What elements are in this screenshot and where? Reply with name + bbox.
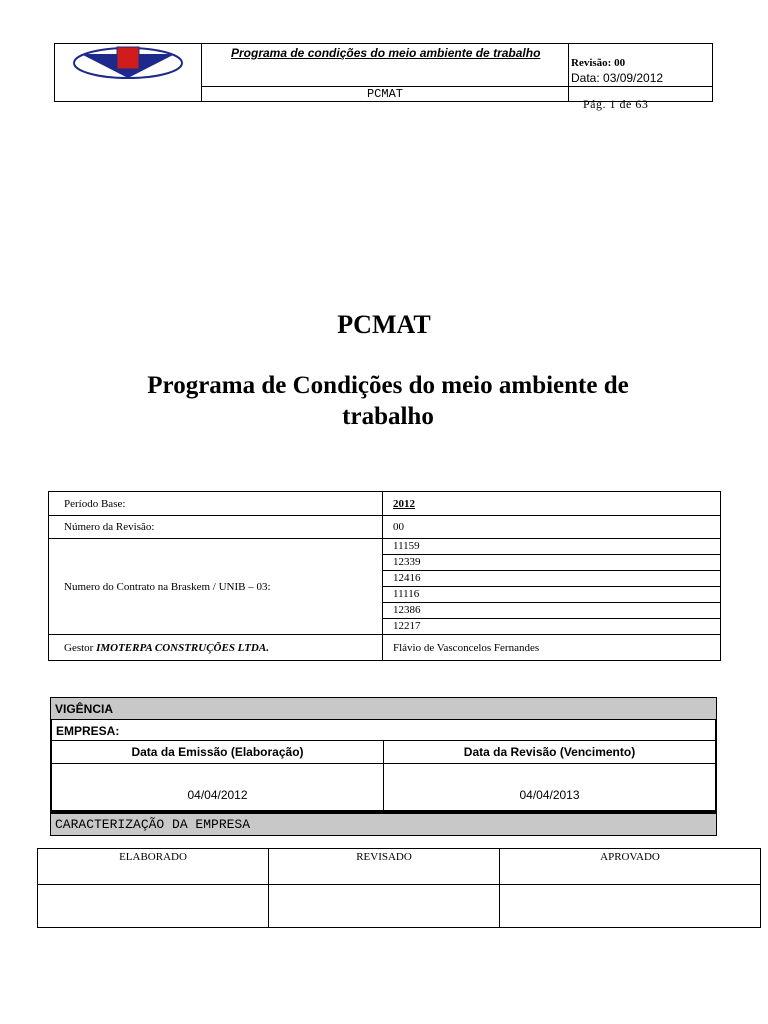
aprovado-signature — [500, 885, 761, 928]
revisado-signature — [269, 885, 500, 928]
contract-number: 11116 — [383, 587, 720, 603]
gestor-name: Flávio de Vasconcelos Fernandes — [383, 635, 721, 661]
table-row — [49, 516, 721, 539]
aprovado-label: APROVADO — [500, 849, 761, 885]
company-logo-cell — [55, 44, 202, 102]
contract-number: 12217 — [393, 620, 421, 632]
document-info-table — [48, 491, 721, 661]
contract-number: 11159 — [383, 539, 720, 555]
emissao-label: Data da Emissão (Elaboração) — [52, 741, 383, 764]
header-revision-cell — [569, 44, 713, 87]
revisao-value: 00 — [383, 516, 721, 539]
document-header — [54, 43, 713, 111]
header-code: PCMAT — [202, 87, 569, 102]
vigencia-section — [50, 697, 717, 836]
revisao-date-value: 04/04/2013 — [383, 764, 715, 810]
table-row — [49, 539, 721, 635]
gestor-label: Gestor — [64, 641, 94, 654]
dates-value-row — [52, 764, 715, 810]
revisao-label: Número da Revisão: — [49, 516, 383, 539]
table-row — [38, 849, 761, 885]
gestor-cell — [49, 635, 383, 661]
contract-number: 12339 — [383, 555, 720, 571]
header-document-title: Programa de condições do meio ambiente de trabalho — [231, 46, 541, 60]
vigencia-title: VIGÊNCIA — [50, 697, 717, 720]
table-row — [49, 635, 721, 661]
elaborado-label: ELABORADO — [38, 849, 269, 885]
caracterizacao-title: CARACTERIZAÇÃO DA EMPRESA — [50, 812, 717, 836]
periodo-value: 2012 — [383, 492, 721, 516]
contract-numbers-cell — [383, 539, 721, 635]
contrato-label: Numero do Contrato na Braskem / UNIB – 03: — [49, 539, 383, 635]
elaborado-signature — [38, 885, 269, 928]
dates-header-row — [52, 741, 715, 764]
empresa-label: EMPRESA: — [52, 720, 715, 741]
revisado-label: REVISADO — [269, 849, 500, 885]
contract-numbers-list — [383, 539, 720, 634]
header-date: Data: 03/09/2012 — [571, 71, 664, 85]
gestor-company: IMOTERPA CONSTRUÇÕES LTDA. — [96, 641, 269, 654]
company-logo — [55, 44, 202, 102]
page-title: PCMAT — [337, 310, 431, 339]
revisao-date-label: Data da Revisão (Vencimento) — [383, 741, 715, 764]
periodo-label: Período Base: — [49, 492, 383, 516]
contract-number: 12386 — [383, 603, 720, 619]
contract-number: 12416 — [383, 571, 720, 587]
header-page-number: Pág. 1 de 63 — [583, 97, 649, 111]
approval-table — [37, 848, 761, 928]
header-document-title-cell — [202, 44, 569, 87]
page-subtitle: Programa de Condições do meio ambiente de trabalho — [147, 372, 629, 430]
table-row — [38, 885, 761, 928]
emissao-value: 04/04/2012 — [187, 788, 248, 802]
header-page-cell — [569, 87, 713, 111]
header-revision: Revisão: 00 — [571, 57, 626, 69]
table-row — [49, 492, 721, 516]
vigencia-box — [50, 720, 717, 812]
